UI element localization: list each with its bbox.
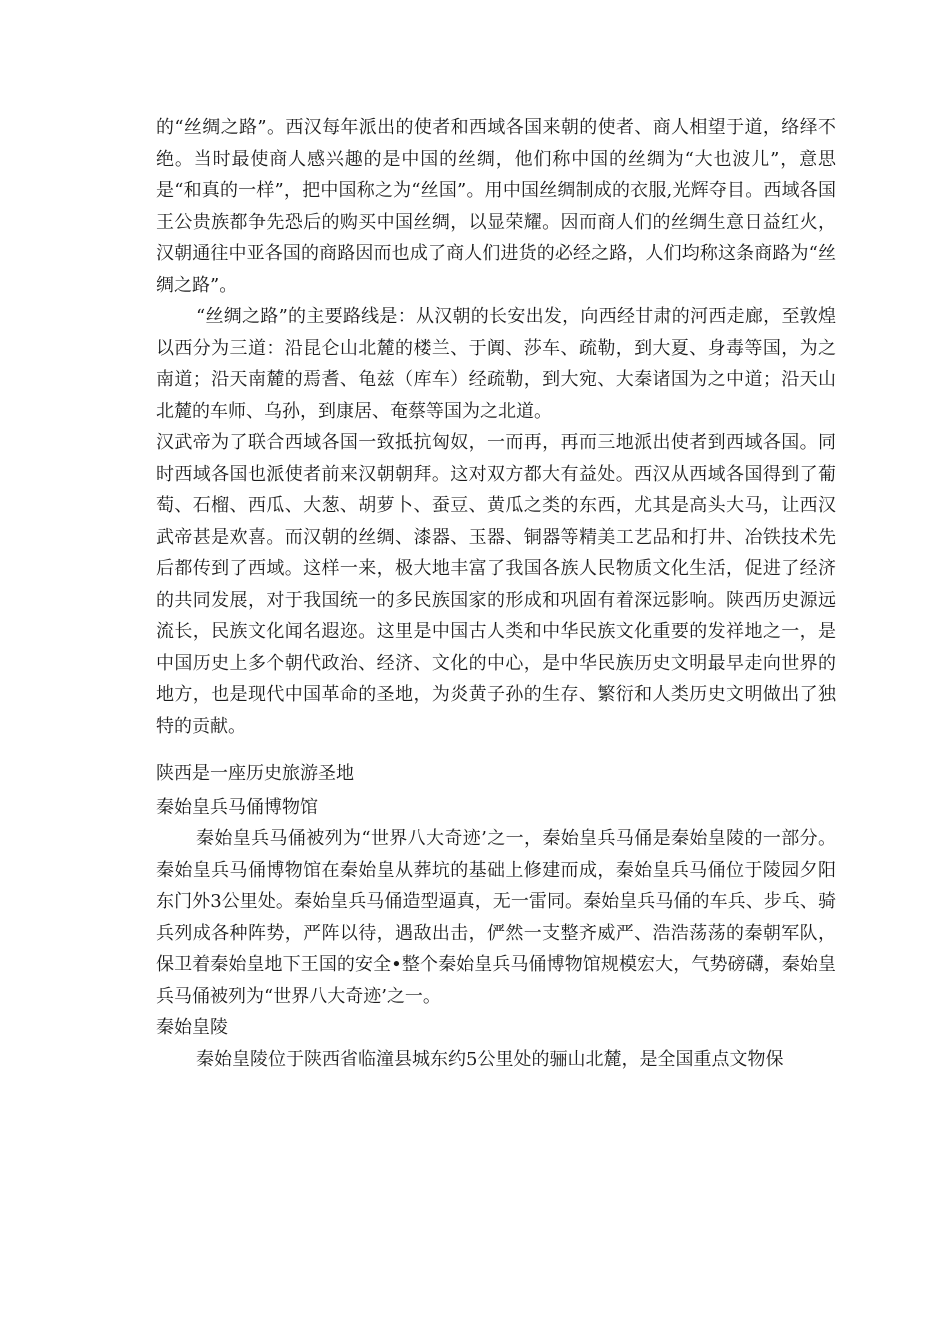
paragraph-han-western-regions: 汉武帝为了联合西域各国一致抵抗匈奴，一而再，再而三地派出使者到西域各国。同时西域各国也派使者前来汉朝朝拜。这对双方都大有益处。西汉从西域各国得到了葡萄、石榴、西瓜、大葱、胡萝卜、蚕豆、黄瓜之类的东西，尤其是高头大马，让西汉武帝甚是欢喜。而汉朝的丝绸、漆器、玉器、铜器等精美工艺品和打井、冶铁技术先后都传到了西域。这样一来，极大地丰富了我国各族人民物质文化生活，促进了经济的共同发展，对于我国统一的多民族国家的形成和巩固有着深远影响。陕西历史源远流长，民族文化闻名遐迩。这里是中国古人类和中华民族文化重要的发祥地之一，是中国历史上多个朝代政治、经济、文化的中心，是中华民族历史文明最早走向世界的地方，也是现代中国革命的圣地，为炎黄子孙的生存、繁衍和人类历史文明做出了独特的贡献。: [156, 432, 836, 737]
section-title-terracotta-museum: 秦始皇兵马俑博物馆: [156, 796, 318, 818]
paragraph-silk-road-origin: 的“丝绸之路”。西汉每年派出的使者和西域各国来朝的使者、商人相望于道，络绎不绝。当时最使商人感兴趣的是中国的丝绸，他们称中国的丝绸为“大也波儿”，意思是“和真的一样”，把中国称之为“丝国”。用中国丝绸制成的衣服,光辉夺目。西域各国王公贵族都争先恐后的购买中国丝绸，以显荣耀。因而商人们的丝绸生意日益红火，汉朝通往中亚各国的商路因而也成了商人们进货的必经之路，人们均称这条商路为“丝绸之路”。: [156, 117, 836, 296]
paragraph-silk-road-routes: “丝绸之路”的主要路线是：从汉朝的长安出发，向西经甘肃的河西走廊，至敦煌以西分为三道：沿昆仑山北麓的楼兰、于阗、莎车、疏勒，到大夏、身毒等国，为之南道；沿天南麓的焉耆、龟兹（库车）经疏勒，到大宛、大秦诸国为之中道；沿天山北麓的车师、乌孙，到康居、奄蔡等国为之北道。: [156, 306, 836, 422]
heading-shaanxi-tourism: 陕西是一座历史旅游圣地: [156, 763, 354, 784]
paragraph-terracotta-museum: 秦始皇兵马俑被列为“世界八大奇迹’之一，秦始皇兵马俑是秦始皇陵的一部分。秦始皇兵马俑博物馆在秦始皇从葬坑的基础上修建而成，秦始皇兵马俑位于陵园夕阳东门外3公里处。秦始皇兵马俑造型逼真，无一雷同。秦始皇兵马俑的车兵、步乓、骑兵列成各种阵势，严阵以待，遇敌出击，俨然一支整齐威严、浩浩荡荡的秦朝军队，保卫着秦始皇地下王国的安全•整个秦始皇兵马俑博物馆规模宏大，气势磅礴，秦始皇兵马俑被列为“世界八大奇迹’之一。: [156, 828, 836, 1007]
document-body: [156, 112, 836, 1075]
paragraph-qin-mausoleum: 秦始皇陵位于陕西省临潼县城东约5公里处的骊山北麓，是全国重点文物保: [196, 1048, 784, 1070]
section-title-qin-mausoleum: 秦始皇陵: [156, 1017, 228, 1038]
